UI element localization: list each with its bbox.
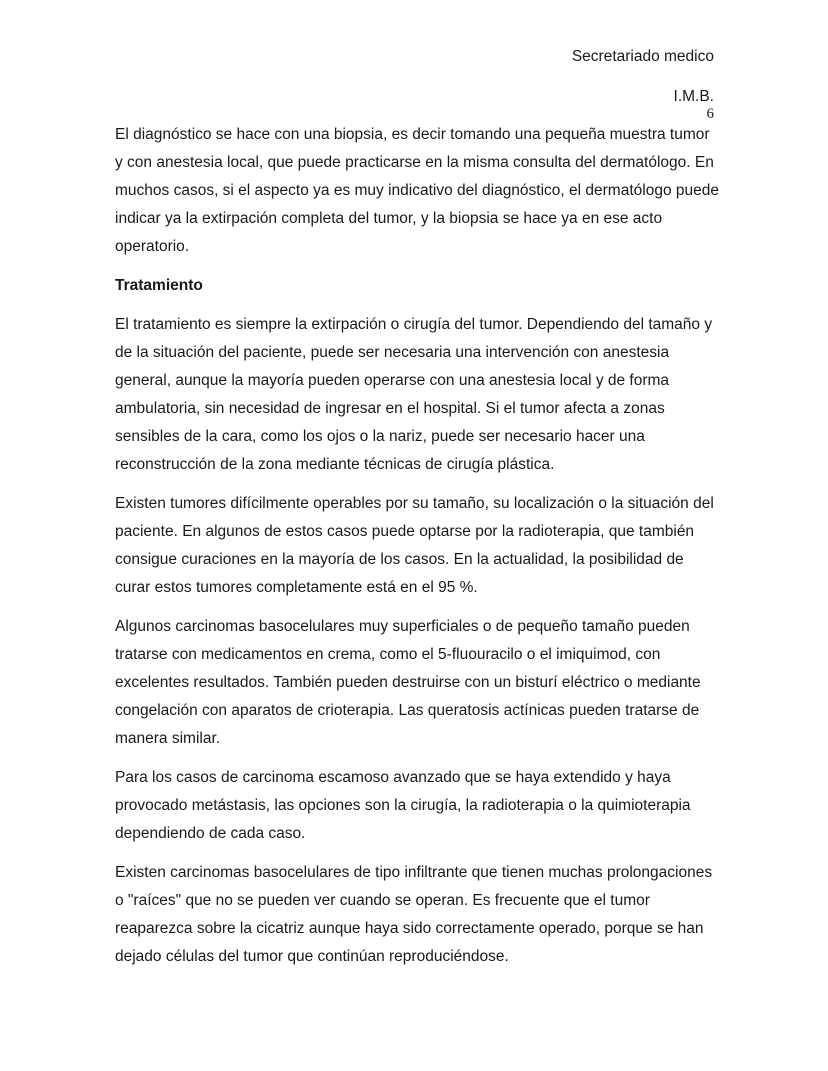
paragraph-radiotherapy: Existen tumores difícilmente operables por su tamaño, su localización o la situación del paciente. En algunos de estos casos puede optarse por la radioterapia, que también consigue curaciones en la mayoría de los casos. En la actualidad, la posibilidad de curar estos tumores completamente está en el 95 %. [115, 495, 714, 596]
header-title: Secretariado medico [571, 48, 714, 65]
paragraph-diagnosis: El diagnóstico se hace con una biopsia, es decir tomando una pequeña muestra tumor y con anestesia local, que puede practicarse en la misma consulta del dermatólogo. En muchos casos, si el aspecto ya es muy indicativo del diagnóstico, el dermatólogo puede indicar ya la extirpación completa del tumor, y la biopsia se hace ya en ese acto operatorio. [115, 126, 719, 255]
paragraph-topical-treatment: Algunos carcinomas basocelulares muy superficiales o de pequeño tamaño pueden tratarse con medicamentos en crema, como el 5-fluouracilo o el imiquimod, con excelentes resultados. También pueden destruirse con un bisturí eléctrico o mediante congelación con aparatos de crioterapia. Las queratosis actínicas pueden tratarse de manera similar. [115, 618, 701, 747]
paragraph-infiltrating-carcinoma: Existen carcinomas basocelulares de tipo infiltrante que tienen muchas prolongaciones o "raíces" que no se pueden ver cuando se operan. Es frecuente que el tumor reaparezca sobre la cicatriz aunque haya sido correctamente operado, porque se han dejado células del tumor que continúan reproduciéndose. [115, 864, 713, 965]
document-body [115, 121, 720, 982]
header-initials: I.M.B. [673, 88, 714, 105]
section-heading-treatment: Tratamiento [115, 277, 203, 294]
paragraph-advanced-carcinoma: Para los casos de carcinoma escamoso avanzado que se haya extendido y haya provocado metástasis, las opciones son la cirugía, la radioterapia o la quimioterapia dependiendo de cada caso. [115, 769, 691, 842]
paragraph-surgery: El tratamiento es siempre la extirpación o cirugía del tumor. Dependiendo del tamaño y de la situación del paciente, puede ser necesaria una intervención con anestesia general, aunque la mayoría pueden operarse con una anestesia local y de forma ambulatoria, sin necesidad de ingresar en el hospital. Si el tumor afecta a zonas sensibles de la cara, como los ojos o la nariz, puede ser necesario hacer una reconstrucción de la zona mediante técnicas de cirugía plástica. [115, 316, 713, 473]
page-number: 6 [706, 106, 714, 122]
